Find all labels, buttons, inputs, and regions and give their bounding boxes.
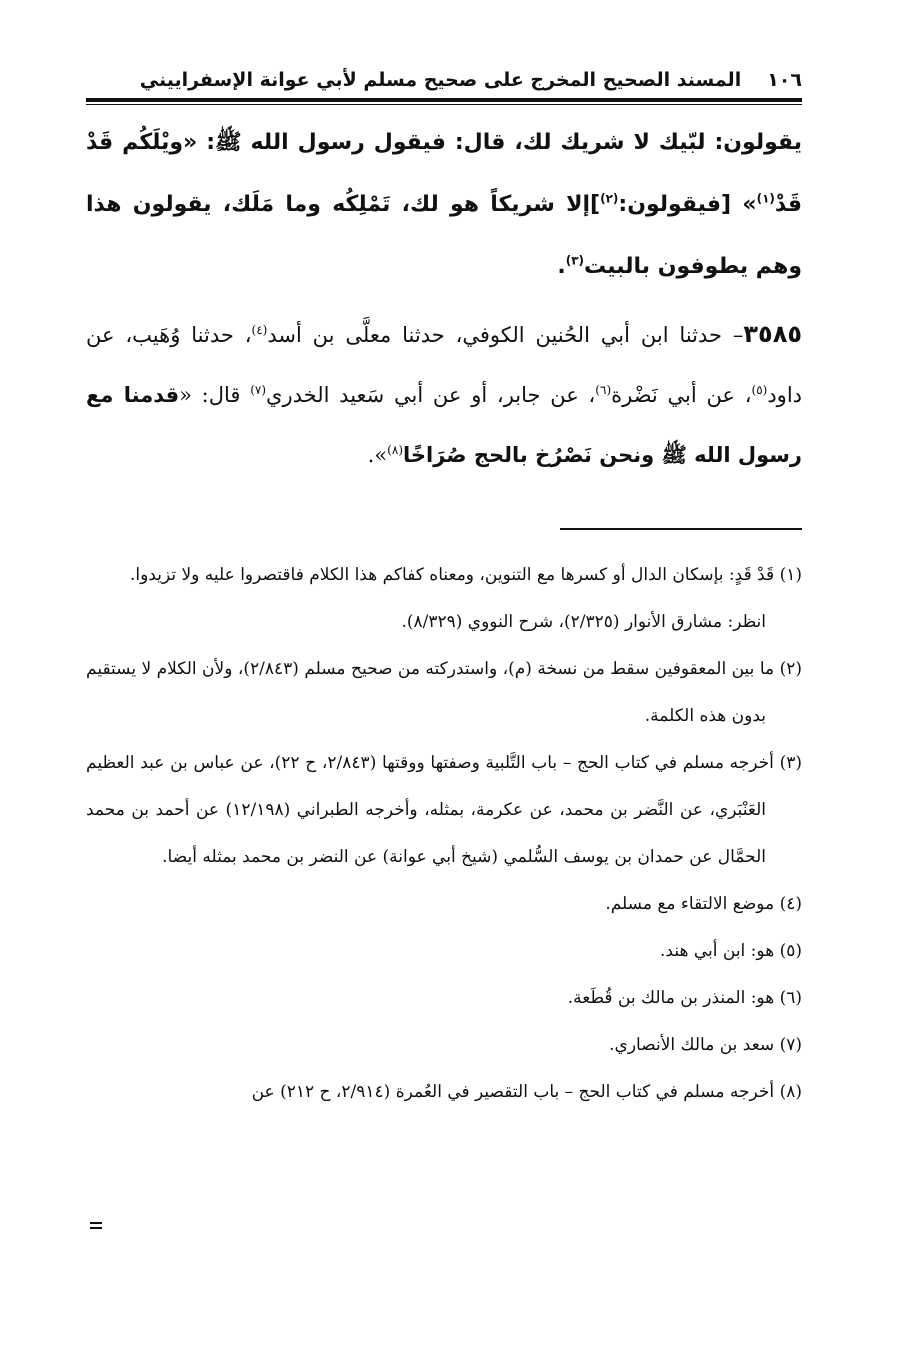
hadith-number: ٣٥٨٥	[743, 320, 802, 348]
page-number: ١٠٦	[767, 69, 802, 91]
footnote-1	[86, 552, 802, 599]
footnote-6	[86, 975, 802, 1022]
footnote-ref: (٢)	[600, 191, 619, 206]
footnote-ref: (٦)	[595, 383, 612, 397]
footnote-number: (٦)	[779, 988, 802, 1008]
running-header	[86, 62, 802, 98]
footnote-ref: (٥)	[751, 383, 768, 397]
footnote-text: هو: ابن أبي هند.	[660, 941, 775, 961]
text-span: ]إلا شريكاً هو لك، تَمْلِكُه وما مَلَك، يقولون هذا وهم يطوفون بالبيت	[86, 192, 802, 279]
running-title: المسند الصحيح المخرج على صحيح مسلم لأبي عوانة الإسفراييني	[139, 69, 742, 91]
footnote-text: أخرجه مسلم في كتاب الحج – باب التقصير في العُمرة (٢/٩١٤، ح ٢١٢) عن	[251, 1082, 775, 1102]
main-text	[86, 112, 802, 491]
footnote-number: (٢)	[779, 659, 802, 679]
text-span: .	[557, 254, 566, 279]
footnote-ref: (١)	[756, 191, 775, 206]
text-span: ».	[367, 443, 388, 467]
text-span: – حدثنا ابن أبي الحُنين الكوفي، حدثنا معلَّى بن أسد	[267, 323, 744, 347]
header-rule-thin	[86, 104, 802, 105]
text-span: ، عن أبي نَضْرة	[611, 383, 752, 407]
footnote-number: (٨)	[779, 1082, 802, 1102]
footnote-2	[86, 646, 802, 740]
header-rule-thick	[86, 98, 802, 102]
footnote-number: (٥)	[779, 941, 802, 961]
footnote-ref: (٤)	[251, 323, 268, 337]
footnotes	[86, 552, 802, 1116]
hadith-paragraph	[86, 304, 802, 485]
footnote-number: (٣)	[779, 753, 802, 773]
footnote-text: موضع الالتقاء مع مسلم.	[605, 894, 775, 914]
footnote-separator	[560, 528, 802, 530]
footnote-text: قَدْ قَدٍ: بإسكان الدال أو كسرها مع التنوين، ومعناه كفاكم هذا الكلام فاقتصروا عليه ولا تزيدوا.	[129, 565, 775, 585]
footnote-number: (٧)	[779, 1035, 802, 1055]
footnote-ref: (٧)	[250, 383, 267, 397]
footnote-4	[86, 881, 802, 928]
footnote-ref: (٨)	[387, 443, 403, 457]
footnote-8	[86, 1069, 802, 1116]
footnote-text: ما بين المعقوفين سقط من نسخة (م)، واستدركته من صحيح مسلم (٢/٨٤٣)، ولأن الكلام لا يستقيم بدون هذه الكلمة.	[86, 659, 775, 726]
footnote-ref: (٣)	[565, 253, 584, 268]
text-paragraph	[86, 112, 802, 298]
continuation-mark	[90, 1222, 102, 1231]
footnote-7	[86, 1022, 802, 1069]
footnote-1-extra: انظر: مشارق الأنوار (٢/٣٢٥)، شرح النووي (٨/٣٢٩).	[401, 612, 766, 632]
text-span: ، عن جابر، أو عن أبي سَعيد الخدري	[266, 383, 596, 407]
text-span: » [فيقولون:	[618, 192, 757, 217]
footnote-text: أخرجه مسلم في كتاب الحج – باب التَّلبية وصفتها ووقتها (٢/٨٤٣، ح ٢٢)، عن عباس بن عبد العظيم العَنْبَري، عن النَّضر بن محمد، عن عكرمة، بمثله، وأخرجه الطبراني (١٢/١٩٨) عن أحمد بن محمد الحمَّال عن حمدان بن يوسف السُّلمي (شيخ أبي عوانة) عن النضر بن محمد بمثله أيضا.	[86, 753, 774, 867]
text-span: ، حدثنا وُهَيب، عن داود	[86, 323, 803, 407]
text-span: قال: «	[179, 383, 251, 407]
footnote-text: سعد بن مالك الأنصاري.	[609, 1035, 775, 1055]
footnote-number: (١)	[779, 565, 802, 585]
footnote-5	[86, 928, 802, 975]
footnote-3	[86, 740, 802, 881]
footnote-number: (٤)	[779, 894, 802, 914]
hadith-quote: قدمنا مع رسول الله ﷺ ونحن نَصْرُخ بالحج صُرَاخًا	[86, 383, 802, 467]
text-span: يقولون: لبّيك لا شريك لك، قال: فيقول رسول الله ﷺ: «ويْلَكُم قَدْ قَدْ	[86, 130, 802, 217]
footnote-text: هو: المنذر بن مالك بن قُطَعة.	[567, 988, 775, 1008]
